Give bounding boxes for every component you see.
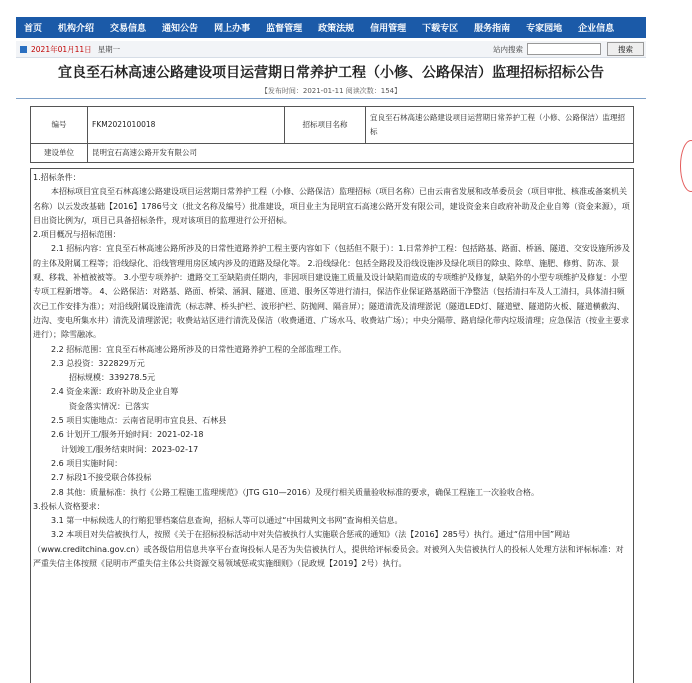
unit-label: 建设单位 [31,144,88,163]
nav-item-trade[interactable]: 交易信息 [110,24,147,34]
number-label: 编号 [31,107,88,144]
nav-item-online[interactable]: 网上办事 [214,24,251,34]
paragraph: 2.5 项目实施地点：云南省昆明市宜良县、石林县 [51,416,227,426]
divider [16,98,646,99]
nav-item-download[interactable]: 下载专区 [422,24,459,34]
nav-item-policy[interactable]: 政策法规 [318,24,355,34]
main-nav [16,17,646,38]
nav-item-supervision[interactable]: 监督管理 [266,24,303,34]
section-heading: 3.投标人资格要求： [33,501,105,511]
nav-item-company[interactable]: 企业信息 [578,24,615,34]
paragraph: 2.6 计划开工/服务开始时间：2021-02-18 [51,430,204,440]
construction-unit: 昆明宜石高速公路开发有限公司 [88,144,634,163]
paragraph: 本招标项目宜良至石林高速公路建设项目运营期日常养护工程（小修、公路保洁）监理招标（项目名称）已由云南省发展和改革委员会（项目审批、核准或备案机关名称）以云发改基础【2016】1786号文（批文名称及编号）批准建设，项目业主为昆明宜石高速公路开发有限公司，建设资金来自政府补助及企业自筹（资金来源），项目出资比例为/，项目已具备招标条件，现对该项目的监理进行公开招标。 [33,187,630,225]
paragraph: 资金落实情况：已落实 [69,401,149,411]
publish-meta: 【发布时间：2021-01-11 阅读次数：154】 [260,87,402,95]
nav-item-guide[interactable]: 服务指南 [474,24,511,34]
search-label: 站内搜索 [493,44,523,54]
current-weekday: 星期一 [97,44,121,54]
project-info-table [30,106,634,163]
page-title: 宜良至石林高速公路建设项目运营期日常养护工程（小修、公路保洁）监理招标招标公告 [58,65,604,81]
paragraph: 招标规模：339278.5元 [69,373,156,383]
nav-item-about[interactable]: 机构介绍 [58,24,95,34]
paragraph: 计划竣工/服务结束时间：2023-02-17 [61,444,199,454]
paragraph: 3.1 第一中标候选人的行贿犯罪档案信息查询，招标人等可以通过“中国裁判文书网”查询相关信息。 [51,516,403,526]
current-date: 2021年01月11日 [31,44,92,54]
project-name-label: 招标项目名称 [285,107,366,144]
paragraph: 2.7 标段1不接受联合体投标 [51,473,152,483]
paragraph: 2.3 总投资：322829万元 [51,358,145,368]
project-name: 宜良至石林高速公路建设项目运营期日常养护工程（小修、公路保洁）监理招标 [366,107,634,144]
paragraph: 2.8 其他：质量标准：执行《公路工程施工监理规范》（JTG G10—2016）及现行相关质量验收标准的要求，确保工程施工一次验收合格。 [51,487,539,497]
paragraph: 3.2 本项目对失信被执行人，按照《关于在招标投标活动中对失信被执行人实施联合惩戒的通知》（法【2016】285号）执行。通过“信用中国”网站（www.creditchina.gov.cn）或各级信用信息共享平台查询投标人是否为失信被执行人，提供给评标委员会。对被列入失信被执行人的投标人处理方法和评标标准：对严重失信主体按照《昆明市严重失信主体公共资源交易领域惩戒实施细则》（昆政规【2019】2号）执行。 [33,530,624,569]
announcement-body [30,168,634,683]
nav-item-expert[interactable]: 专家园地 [526,24,563,34]
nav-item-credit[interactable]: 信用管理 [370,24,407,34]
search-button[interactable]: 搜索 [607,42,644,56]
nav-item-home[interactable]: 首页 [24,24,43,34]
search-input[interactable] [527,43,601,55]
floating-badge[interactable] [680,140,692,192]
paragraph: 2.6 项目实施时间： [51,458,123,468]
section-heading: 1.招标条件： [33,173,81,182]
status-bar [16,41,646,58]
nav-item-notice[interactable]: 通知公告 [162,24,199,34]
calendar-icon [20,46,27,53]
paragraph: 2.4 资金来源：政府补助及企业自筹 [51,387,179,397]
paragraph: 2.1 招标内容：宜良至石林高速公路所涉及的日常性道路养护工程主要内容如下（包括但不限于）：1.日常养护工程：包括路基、路面、桥涵、隧道、交安设施所涉及的主体及附属工程等；沿线绿化、沿线管理用房区域内涉及的道路及绿化等。 2.沿线绿化：包括全路段及沿线设施涉及绿化项目的除虫、除草、施肥、修剪、防冻、景观、移栽、补植被被等。 3.小型专项养护：遗路交工至缺陷责任期内，非因项目建设施工质量及设计缺陷而造成的专项维护及修复，缺陷外的小型专项维护及修复：小型专项工程新增等。 4、公路保洁：对路基、路面、桥梁、涵洞、隧道、匝道、服务区等进行清扫，保洁作业保证路基路面干净整洁（包括清扫车及人工清扫，具体清扫频次已工作安排为准）；对沿线附属设施清洗（标志牌、桥头护栏、波形护栏、防抛网、隔音屏）；隧道清洗及清理淤泥（隧道LED灯、隧道壁、隧道防火板、隧道横截沟、边沟、变电所集水井）清洗及清理淤泥；收费站站区进行清洗及保洁（收费通道、广场水马、收费站广场）；中央分隔带、路肩绿化带内垃圾清理；应急保洁（按业主要求进行）；除雪融冰。 [33,244,630,340]
paragraph: 2.2 招标范围：宜良至石林高速公路所涉及的日常性道路养护工程的全部监理工作。 [51,344,347,354]
section-heading: 2.项目概况与招标范围： [33,230,121,240]
project-number: FKM2021010018 [88,107,285,144]
